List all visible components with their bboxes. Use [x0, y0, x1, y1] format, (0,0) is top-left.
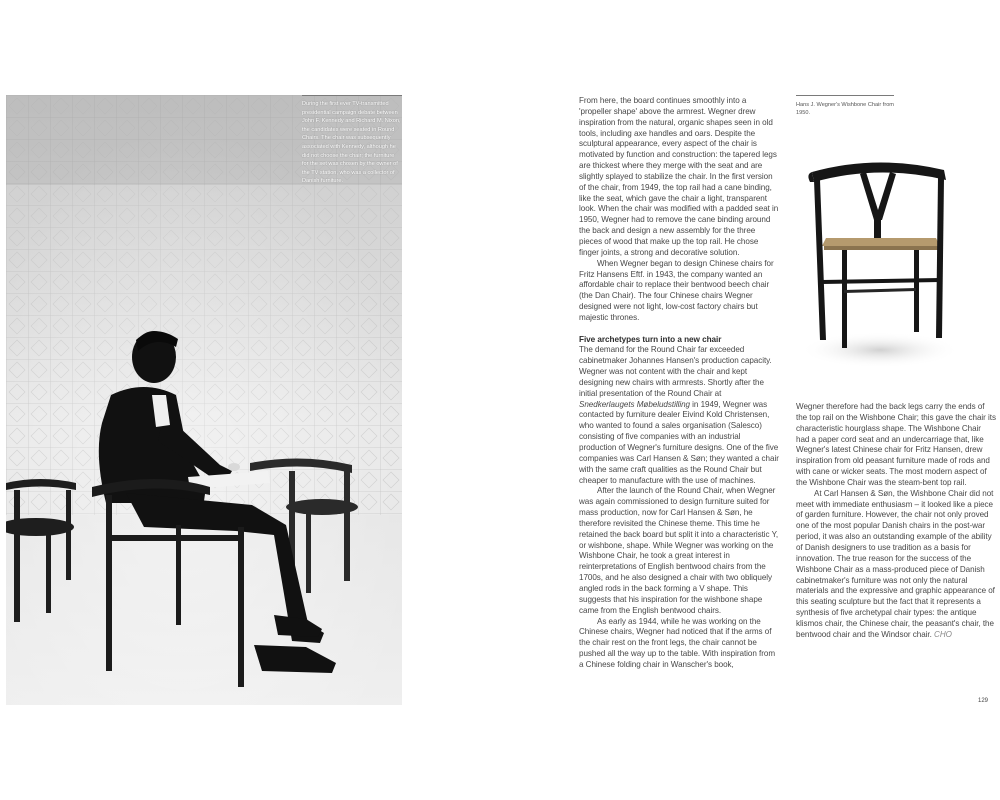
author-signature: CHO — [934, 629, 952, 639]
page-number: 129 — [978, 698, 989, 704]
exhibition-name: Snedkerlaugets Møbeludstilling — [579, 399, 690, 409]
paragraph: When Wegner began to design Chinese chairs for Fritz Hansens Eftf. in 1943, the company wanted an affordable chair to replace their bentwood beech chair (the Dan Chair). The four Chinese chairs Wegner designed were not light, low-cost factory chairs but majestic thrones. — [579, 258, 774, 322]
debate-photo-icon — [6, 95, 402, 705]
paragraph: At Carl Hansen & Søn, the Wishbone Chair did not meet with immediate enthusiasm – it looked like a piece of garden furniture. However, the chair not only proved one of the most popular Danish chairs in the post-war period, it was also an outstanding example of the ability of Danish designers to use tradition as a basis for innovation. The true reason for the success of the Wishbone Chair as a mass-produced piece of Danish cabinetmaker's furniture was not only the natural materials and the expressive and graphic appearance of this seating sculpture but the fact that it represents a synthesis of five archetypal chair types: the antique klismos chair, the Chinese chair, the peasant's chair, the bentwood chair and the Windsor chair. CHO — [796, 488, 995, 639]
paragraph: From here, the board continues smoothly into a 'propeller shape' above the armrest. Wegner drew inspiration from the natural, organic shapes seen in old tools, including axe handles and oars. Despite the sculptural appearance, every aspect of the chair is motivated by function and construction: the tapered legs are thickest where they merge with the seat and are slightly splayed to stabilize the chair. In the first version of the chair, from 1949, the top rail had a cane binding, like the seat, which gave the chair a light, transparent look. When the chair was modified with a padded seat in 1950, Wegner had to remove the cane binding around the back and design a new assembly for the three pieces of wood that make up the top rail. He chose finger joints, a strong and decorative solution. — [579, 96, 779, 257]
paragraph: Wegner therefore had the back legs carry the ends of the top rail on the Wishbone Chair; this gave the chair its characteristic hourglass shape. The Wishbone Chair had a paper cord seat and an undercarriage that, like Wegner's latest Chinese chair for Fritz Hansen, drew inspiration from old peasant furniture made of rods and with cane or wicker seats. The most modern aspect of the Wishbone Chair was the steam-bent top rail. — [796, 402, 996, 487]
wishbone-chair-photo — [790, 150, 966, 376]
caption-rule — [796, 95, 894, 96]
photo-caption: During the first ever TV-transmitted presidential campaign debate between John F. Kennedy and Richard M. Nixon, the candidates were seated in Round Chairs. The chair was subsequently associated with Kennedy, although he did not choose the chair; the furniture for the set was chosen by the owner of the TV station, who was a collector of Danish furniture. — [302, 101, 401, 185]
text-column-left — [579, 96, 779, 671]
paragraph: As early as 1944, while he was working on the Chinese chairs, Wegner had noticed that if the arms of the chair rest on the front legs, the chair cannot be pushed all the way up to the table. With inspiration from a Chinese folding chair in Wanscher's book, — [579, 616, 776, 669]
paragraph: After the launch of the Round Chair, when Wegner was again commissioned to design furniture suited for mass production, now for Carl Hansen & Søn, he therefore revisited the Chinese theme. This time he retained the back board but split it into a characteristic Y, or wishbone, shape. While Wegner was working on the Wishbone Chair, he took a great interest in reinterpretations of English bentwood chairs from the 1700s, and he also designed a chair with two obliquely angled rods in the back forming a V shape. This suggests that his inspiration for the wishbone shape came from the English bentwood chairs. — [579, 486, 779, 615]
caption-rule — [302, 95, 402, 96]
paragraph: The demand for the Round Chair far exceeded cabinetmaker Johannes Hansen's production capacity. Wegner was not content with the chair and kept designing new chairs with armrests. Shortly after the initial presentation of the Round Chair at Snedkerlaugets Møbeludstilling in 1949, Wegner was contacted by furniture dealer Eivind Kold Christensen, who wanted to found a sales organisation (Salesco) consisting of five companies with an industrial production of Wegner's furniture designs. One of the five companies was Carl Hansen & Søn; they wanted a chair with the same craft qualities as the Round Chair but cheaper to manufacture with the use of machines. — [579, 345, 779, 485]
text-column-right — [796, 402, 996, 641]
wishbone-chair-icon — [790, 150, 966, 376]
section-heading: Five archetypes turn into a new chair — [579, 334, 722, 344]
chair-caption: Hans J. Wegner's Wishbone Chair from 1950. — [796, 102, 894, 117]
debate-photo — [6, 95, 402, 705]
